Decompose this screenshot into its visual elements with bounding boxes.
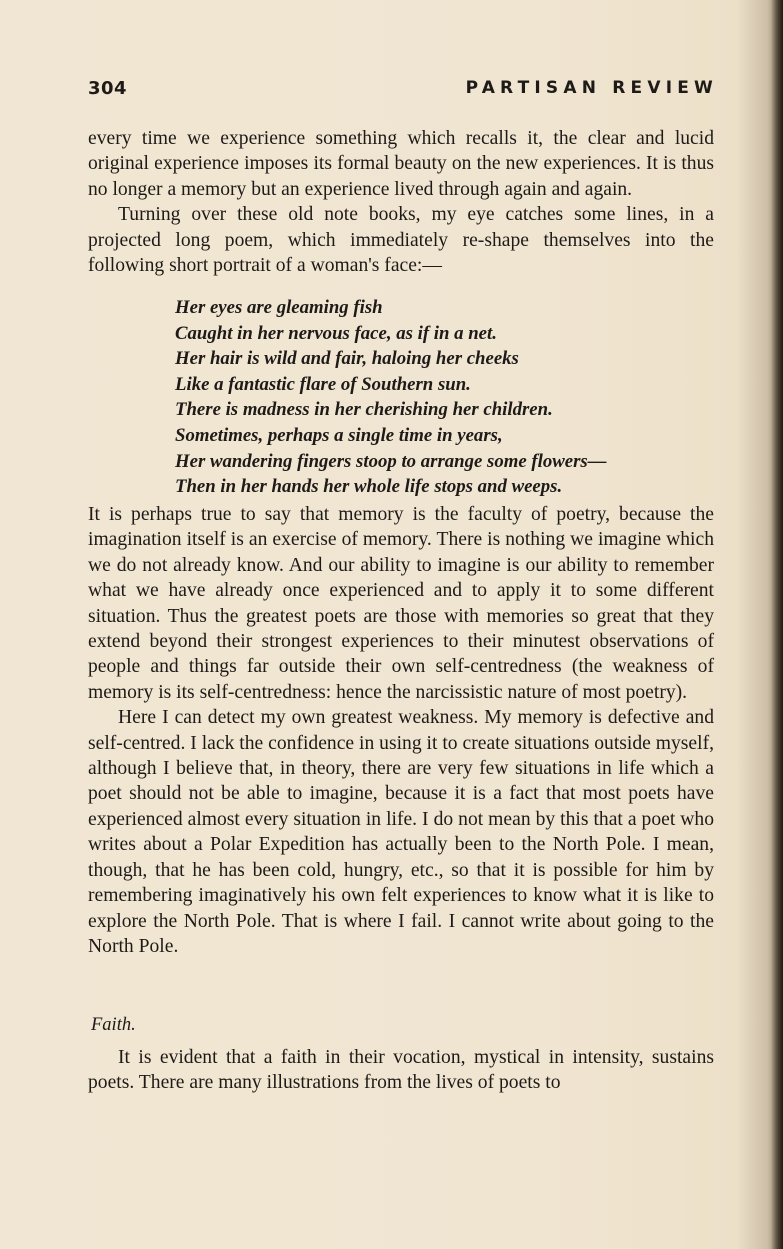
poem-block — [175, 295, 606, 500]
poem-line: Like a fantastic flare of Southern sun. — [175, 373, 471, 395]
page-number: 304 — [88, 78, 128, 99]
running-head: PARTISAN REVIEW — [465, 78, 718, 98]
poem-line: There is madness in her cherishing her children. — [175, 399, 553, 421]
page-header — [88, 78, 718, 106]
poem-line: Sometimes, perhaps a single time in years, — [175, 424, 503, 446]
poem-line: Her hair is wild and fair, haloing her cheeks — [175, 348, 519, 370]
text-block-middle — [88, 502, 714, 959]
paragraph-note-books: Turning over these old note books, my eye catches some lines, in a projected long poem, which immediately re-shape themselves into the following short portrait of a woman's face:— — [88, 204, 714, 277]
paragraph-greatest-weakness: Here I can detect my own greatest weakness. My memory is defective and self-centred. I lack the confidence in using it to create situations outside myself, although I believe that, in theory, there are very few situations in life which a poet should not be able to imagine, because it is a fact that most poets have experienced almost every situation in life. I do not mean by this that a poet who writes about a Polar Expedition has actually been to the North Pole. I mean, though, that he has been cold, hungry, etc., so that it is possible for him by remembering imaginatively his own felt experiences to know what it is like to explore the North Pole. That is where I fail. I cannot write about going to the North Pole. — [88, 707, 714, 957]
text-block-bottom — [88, 1045, 714, 1096]
poem-line: Caught in her nervous face, as if in a net. — [175, 322, 497, 344]
poem-line: Then in her hands her whole life stops and weeps. — [175, 476, 563, 498]
poem-line: Her eyes are gleaming fish — [175, 297, 383, 318]
poem-line: Her wandering fingers stoop to arrange some flowers— — [175, 450, 607, 472]
paragraph-memory-faculty: It is perhaps true to say that memory is the faculty of poetry, because the imagination itself is an exercise of memory. There is nothing we imagine which we do not already know. And our ability to imagine is our ability to remember what we have already once experienced and to apply it to some different situation. Thus the greatest poets are those with memories so great that they extend beyond their strongest experiences to their minutest observations of people and things far outside their own self-centredness (the weakness of memory is its self-centredness: hence the narcissistic nature of most poetry). — [88, 504, 714, 703]
book-binding-edge — [771, 0, 783, 1249]
section-heading-faith: Faith. — [91, 1015, 136, 1035]
paragraph-memory-lived-again: every time we experience something which recalls it, the clear and lucid original experience imposes its formal beauty on the new experiences. It is thus no longer a memory but an experience lived through again and again. — [88, 128, 714, 200]
paragraph-faith: It is evident that a faith in their vocation, mystical in intensity, sustains poets. There are many illustrations from the lives of poets to — [88, 1047, 714, 1094]
text-block-top — [88, 126, 714, 278]
